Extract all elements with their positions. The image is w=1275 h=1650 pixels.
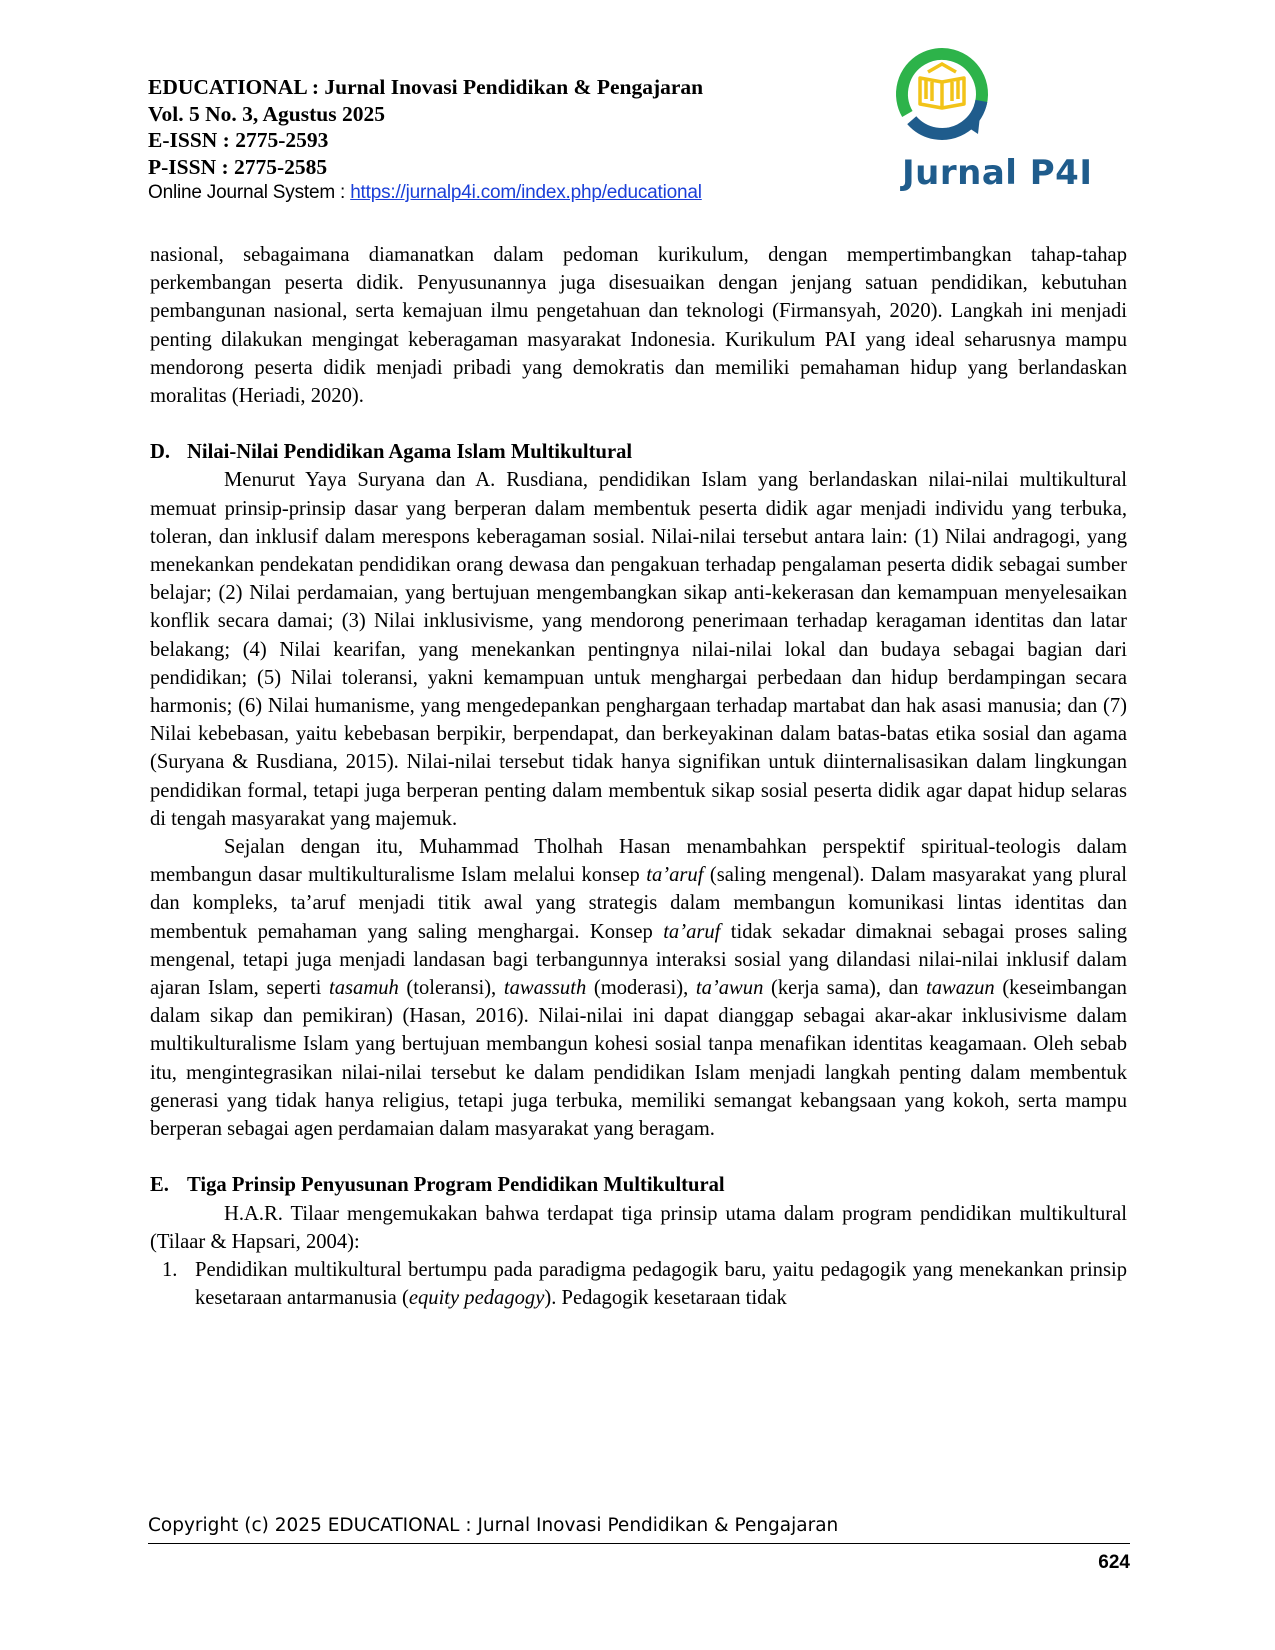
text-run: (keseimbangan dalam sikap dan pemikiran) (Hasan, 2016). Nilai-nilai ini dapat dianggap sebagai akar-akar inklusivisme dalam multikulturalisme Islam yang bertujuan membangun kohesi sosial tanpa menafikan identitas keagamaan. Oleh sebab itu, mengintegrasikan nilai-nilai tersebut ke dalam pendidikan Islam menjadi langkah penting dalam membentuk generasi yang tidak hanya religius, tetapi juga terbuka, memiliki semangat kebangsaan yang kokoh, serta mampu berperan sebagai agen perdamaian dalam masyarakat yang beragam. [150, 977, 1127, 1141]
italic-term: ta’aruf [646, 864, 704, 887]
journal-eissn: E-ISSN : 2775-2593 [148, 128, 329, 152]
page-footer [148, 1515, 1130, 1574]
journal-url-link[interactable]: https://jurnalp4i.com/index.php/educational [350, 182, 702, 203]
italic-term: ta’aruf [663, 920, 721, 943]
text-run: ). Pedagogik kesetaraan tidak [544, 1287, 787, 1310]
journal-pissn: P-ISSN : 2775-2585 [148, 154, 328, 179]
text-run: tidak sekadar dimaknai sebagai proses saling mengenal, tetapi juga menjadi landasan bagi terbangunnya interaksi sosial yang dilandasi nilai-nilai inklusif dalam ajaran Islam, seperti [150, 920, 1128, 1000]
list-item [150, 1256, 1127, 1312]
italic-term: tawazun [926, 977, 995, 1000]
section-letter-d: D. [150, 441, 171, 464]
online-journal-line [148, 180, 848, 206]
paragraph-d2 [150, 833, 1127, 1143]
section-title-e: Tiga Prinsip Penyusunan Program Pendidikan Multikultural [187, 1174, 725, 1197]
text-run: (moderasi), [586, 977, 696, 1000]
text-run: Sejalan dengan itu, Muhammad Tholhah Hasan menambahkan perspektif spiritual-teologis dalam membangun dasar multikulturalisme Islam melalui konsep [150, 836, 1127, 887]
logo-text: Jurnal P4I [902, 153, 1093, 193]
text-run: (saling mengenal). Dalam masyarakat yang plural dan kompleks, ta’aruf menjadi titik awal yang strategis dalam membangun komunikasi lintas identitas dan membentuk pemahaman yang saling menghargai. Konsep [150, 864, 1127, 943]
text-run: Pendidikan multikultural bertumpu pada paradigma pedagogik baru, yaitu pedagogik yang menekankan prinsip kesetaraan antarmanusia ( [195, 1258, 1127, 1310]
journal-title: EDUCATIONAL : Jurnal Inovasi Pendidikan & Pengajaran [148, 75, 704, 99]
section-heading-d [150, 438, 1127, 466]
section-title-d: Nilai-Nilai Pendidikan Agama Islam Multikultural [187, 441, 633, 464]
spacer [150, 1143, 1127, 1171]
page-number: 624 [1098, 1552, 1130, 1573]
journal-header [148, 74, 848, 206]
article-body [150, 241, 1127, 1312]
italic-term: equity pedagogy [408, 1287, 545, 1310]
paragraph-intro: nasional, sebagaimana diamanatkan dalam pedoman kurikulum, dengan mempertimbangkan tahap-tahap perkembangan peserta didik. Penyusunannya juga disesuaikan dengan jenjang satuan pendidikan, kebutuhan pembangunan nasional, serta kemajuan ilmu pengetahuan dan teknologi (Firmansyah, 2020). Langkah ini menjadi penting dilakukan mengingat keberagaman masyarakat Indonesia. Kurikulum PAI yang ideal seharusnya mampu mendorong peserta didik menjadi pribadi yang demokratis dan memiliki pemahaman hidup yang berlandaskan moralitas (Heriadi, 2020). [150, 244, 1127, 408]
text-run: (toleransi), [398, 977, 504, 1000]
italic-term: tawassuth [503, 977, 587, 1000]
section-letter-e: E. [150, 1174, 169, 1197]
spacer [150, 410, 1127, 438]
italic-term: ta’awun [695, 977, 764, 1000]
list-number: 1. [162, 1258, 178, 1281]
italic-term: tasamuh [329, 977, 399, 1000]
journal-volume: Vol. 5 No. 3, Agustus 2025 [148, 101, 385, 126]
section-heading-e [150, 1171, 1127, 1199]
copyright-notice: Copyright (c) 2025 EDUCATIONAL : Jurnal Inovasi Pendidikan & Pengajaran [148, 1515, 1130, 1544]
online-label: Online Journal System : [148, 182, 351, 203]
paragraph-e1: H.A.R. Tilaar mengemukakan bahwa terdapat tiga prinsip utama dalam program pendidikan multikultural (Tilaar & Hapsari, 2004): [150, 1202, 1127, 1253]
text-run: (kerja sama), dan [763, 977, 927, 1000]
principles-list [150, 1256, 1127, 1312]
paragraph-d1: Menurut Yaya Suryana dan A. Rusdiana, pendidikan Islam yang berlandaskan nilai-nilai multikultural memuat prinsip-prinsip dasar yang berperan dalam membentuk peserta didik agar menjadi individu yang terbuka, toleran, dan inklusif dalam merespons keberagaman sosial. Nilai-nilai tersebut antara lain: (1) Nilai andragogi, yang menekankan pendekatan pendidikan orang dewasa dan pengakuan terhadap pengalaman peserta didik sebagai sumber belajar; (2) Nilai perdamaian, yang bertujuan mengembangkan sikap anti-kekerasan dan kemampuan menyelesaikan konflik secara damai; (3) Nilai inklusivisme, yang mendorong penerimaan terhadap keragaman identitas dan latar belakang; (4) Nilai kearifan, yang menekankan pentingnya nilai-nilai lokal dan budaya sebagai bagian dari pendidikan; (5) Nilai toleransi, yakni kemampuan untuk menghargai perbedaan dan hidup berdampingan secara harmonis; (6) Nilai humanisme, yang mengedepankan penghargaan terhadap martabat dan hak asasi manusia; dan (7) Nilai kebebasan, yaitu kebebasan berpikir, berpendapat, dan berkeyakinan dalam batas-batas etika sosial dan agama (Suryana & Rusdiana, 2015). Nilai-nilai tersebut tidak hanya signifikan untuk diinternalisasikan dalam lingkungan pendidikan formal, tetapi juga berperan penting dalam membentuk sikap sosial peserta didik agar dapat hidup selaras di tengah masyarakat yang majemuk. [150, 469, 1127, 830]
